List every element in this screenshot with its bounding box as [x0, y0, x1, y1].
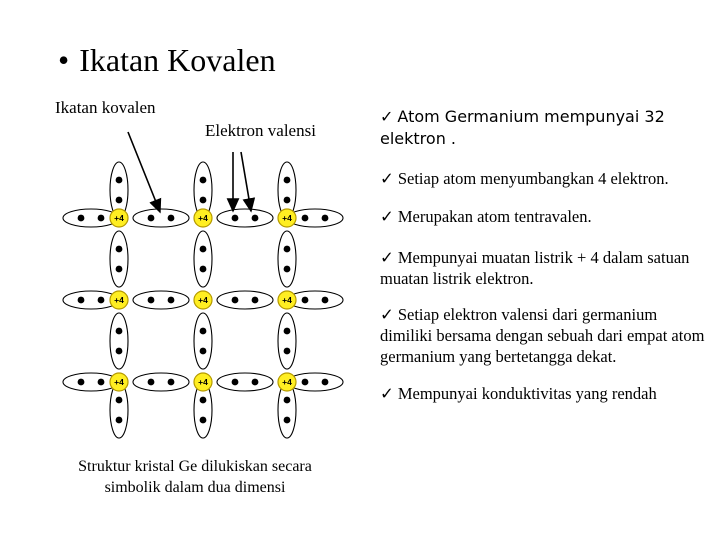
caption-line-2: simbolik dalam dua dimensi: [104, 479, 286, 496]
atom-charge-label: +4: [282, 213, 292, 224]
covalent-bond: [133, 209, 189, 227]
feature-item: [380, 247, 710, 289]
check-icon: ✓: [380, 169, 394, 188]
germanium-atoms: [110, 209, 296, 391]
valence-electron: [116, 266, 123, 273]
covalent-bond: [133, 373, 189, 391]
valence-electron: [148, 297, 155, 304]
valence-electron: [232, 379, 239, 386]
valence-electron: [302, 379, 309, 386]
valence-electron: [200, 266, 207, 273]
feature-text: Atom Germanium mempunyai 32 elektron .: [380, 107, 665, 148]
covalent-bond: [217, 291, 273, 309]
valence-electron: [200, 397, 207, 404]
atom-charge-label: +4: [282, 295, 292, 306]
valence-electron: [116, 397, 123, 404]
feature-item: [380, 304, 710, 367]
check-icon: ✓: [380, 107, 394, 126]
valence-electron: [200, 177, 207, 184]
label-valence-electron: Elektron valensi: [205, 121, 316, 140]
valence-electron: [322, 379, 329, 386]
feature-text: Mempunyai konduktivitas yang rendah: [397, 384, 657, 403]
valence-electron: [284, 348, 291, 355]
valence-electron: [232, 215, 239, 222]
valence-electron: [116, 328, 123, 335]
atom-charge-label: +4: [114, 377, 124, 388]
atom-charge-label: +4: [114, 213, 124, 224]
valence-electron: [322, 215, 329, 222]
covalent-bond: [217, 209, 273, 227]
valence-electron: [252, 297, 259, 304]
valence-electron: [148, 215, 155, 222]
check-icon: ✓: [380, 207, 394, 226]
check-icon: ✓: [380, 305, 394, 324]
valence-electron: [200, 348, 207, 355]
feature-text: Setiap atom menyumbangkan 4 elektron.: [397, 169, 669, 188]
valence-electron: [284, 328, 291, 335]
valence-electron: [78, 297, 85, 304]
title-text: Ikatan Kovalen: [79, 42, 276, 78]
valence-electron: [252, 215, 259, 222]
valence-electron: [200, 328, 207, 335]
valence-electron: [284, 417, 291, 424]
check-icon: ✓: [380, 384, 394, 403]
valence-electron: [284, 397, 291, 404]
valence-electron: [302, 215, 309, 222]
covalent-bond: [110, 231, 128, 287]
feature-text: Mempunyai muatan listrik + 4 dalam satuan muatan listrik elektron.: [380, 248, 690, 288]
valence-electron: [322, 297, 329, 304]
valence-electron: [284, 197, 291, 204]
valence-electron: [200, 197, 207, 204]
diagram-caption: [40, 456, 350, 498]
valence-electron: [78, 379, 85, 386]
feature-item: [380, 206, 710, 227]
valence-electron: [116, 246, 123, 253]
covalent-bond: [133, 291, 189, 309]
valence-electron: [78, 215, 85, 222]
valence-electron: [232, 297, 239, 304]
label-covalent-bond: Ikatan kovalen: [55, 98, 156, 117]
feature-text: Merupakan atom tentravalen.: [397, 207, 592, 226]
covalent-bond: [278, 313, 296, 369]
covalent-bond: [110, 313, 128, 369]
valence-electron: [148, 379, 155, 386]
covalent-bond: [194, 313, 212, 369]
valence-electron-arrow-2: [241, 152, 251, 211]
valence-electron: [116, 417, 123, 424]
atom-charge-label: +4: [114, 295, 124, 306]
caption-line-1: Struktur kristal Ge dilukiskan secara: [78, 458, 312, 475]
atom-charge-label: +4: [198, 213, 208, 224]
feature-list: [380, 106, 710, 404]
feature-text: Setiap elektron valensi dari germanium dimiliki bersama dengan sebuah dari empat atom germanium yang bertetangga dekat.: [380, 305, 705, 366]
valence-electron: [98, 215, 105, 222]
check-icon: ✓: [380, 248, 394, 267]
valence-electron: [116, 177, 123, 184]
valence-electron: [168, 297, 175, 304]
atom-charge-label: +4: [198, 377, 208, 388]
valence-electron: [302, 297, 309, 304]
valence-electron: [252, 379, 259, 386]
title-bullet: •: [58, 42, 70, 78]
valence-electron: [168, 379, 175, 386]
feature-item: [380, 383, 710, 404]
valence-electron: [284, 246, 291, 253]
valence-electron: [98, 379, 105, 386]
covalent-bond: [217, 373, 273, 391]
valence-electron: [98, 297, 105, 304]
valence-electron: [116, 197, 123, 204]
valence-electron: [116, 348, 123, 355]
feature-item: [380, 168, 710, 189]
valence-electron: [168, 215, 175, 222]
covalent-bond-arrow: [128, 132, 160, 212]
feature-item: [380, 106, 710, 150]
valence-electron: [284, 266, 291, 273]
valence-electron: [200, 246, 207, 253]
valence-electron: [284, 177, 291, 184]
atom-charge-label: +4: [282, 377, 292, 388]
atom-charge-label: +4: [198, 295, 208, 306]
valence-electron: [200, 417, 207, 424]
covalent-bond: [278, 231, 296, 287]
covalent-bond: [194, 231, 212, 287]
